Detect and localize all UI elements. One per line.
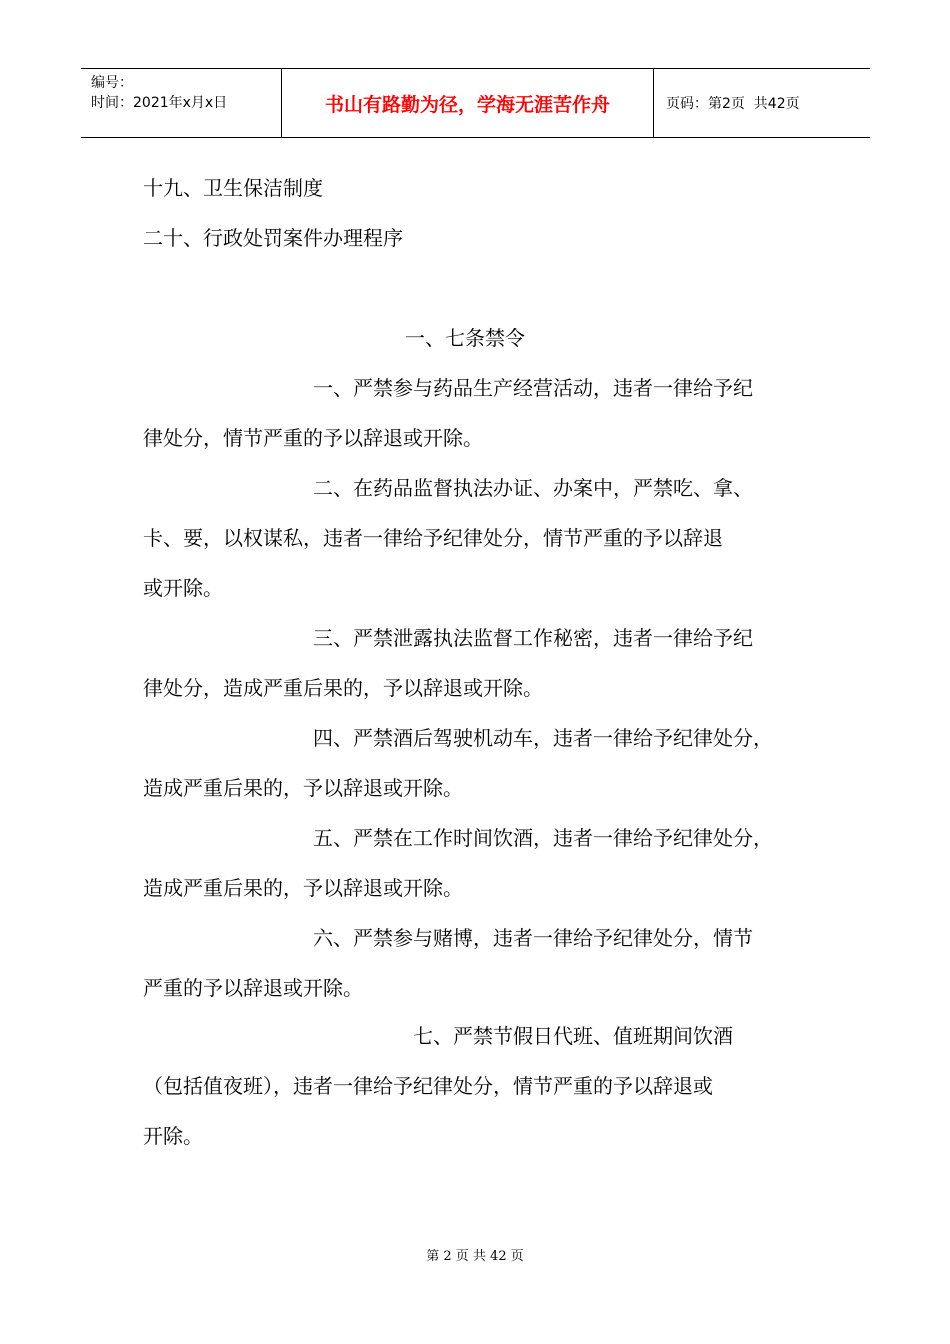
header-motto-cell (282, 69, 654, 137)
rule-first-line: 四、严禁酒后驾驶机动车，违者一律给予纪律处分， (313, 726, 773, 750)
rule-first-line: 六、严禁参与赌博，违者一律给予纪律处分，情节 (313, 926, 753, 950)
rule-continuation: 造成严重后果的，予以辞退或开除。 (143, 876, 463, 900)
rule-continuation: 或开除。 (143, 576, 223, 600)
rule-first-line: 三、严禁泄露执法监督工作秘密，违者一律给予纪 (313, 626, 753, 650)
rule-first-line: 二、在药品监督执法办证、办案中，严禁吃、拿、 (313, 476, 753, 500)
rule-continuation: 律处分，情节严重的予以辞退或开除。 (143, 426, 483, 450)
rule-continuation: （包括值夜班），违者一律给予纪律处分，情节严重的予以辞退或 (143, 1074, 713, 1098)
section-title: 一、七条禁令 (405, 326, 525, 350)
rule-continuation: 开除。 (143, 1124, 203, 1148)
rule-continuation: 卡、要，以权谋私，违者一律给予纪律处分，情节严重的予以辞退 (143, 526, 723, 550)
page-footer: 第 2 页 共 42 页 (426, 1249, 524, 1264)
rule-continuation: 严重的予以辞退或开除。 (143, 976, 363, 1000)
header-motto: 书山有路勤为径，学海无涯苦作舟 (324, 93, 610, 116)
document-number-label: 编号： (91, 75, 133, 91)
rule-continuation: 律处分，造成严重后果的，予以辞退或开除。 (143, 676, 543, 700)
rule-first-line: 五、严禁在工作时间饮酒，违者一律给予纪律处分， (313, 826, 773, 850)
header-page-label: 页码：第2页 共42页 (666, 96, 800, 112)
header-page-cell (654, 69, 870, 137)
header-table (81, 68, 870, 138)
rule-continuation: 造成严重后果的，予以辞退或开除。 (143, 776, 463, 800)
toc-item: 二十、行政处罚案件办理程序 (143, 226, 403, 250)
header-meta-cell (81, 69, 282, 137)
rule-first-line: 七、严禁节假日代班、值班期间饮酒 (413, 1024, 733, 1048)
document-date-label: 时间：2021年x月x日 (91, 95, 228, 111)
rule-first-line: 一、严禁参与药品生产经营活动，违者一律给予纪 (313, 376, 753, 400)
toc-item: 十九、卫生保洁制度 (143, 176, 323, 200)
